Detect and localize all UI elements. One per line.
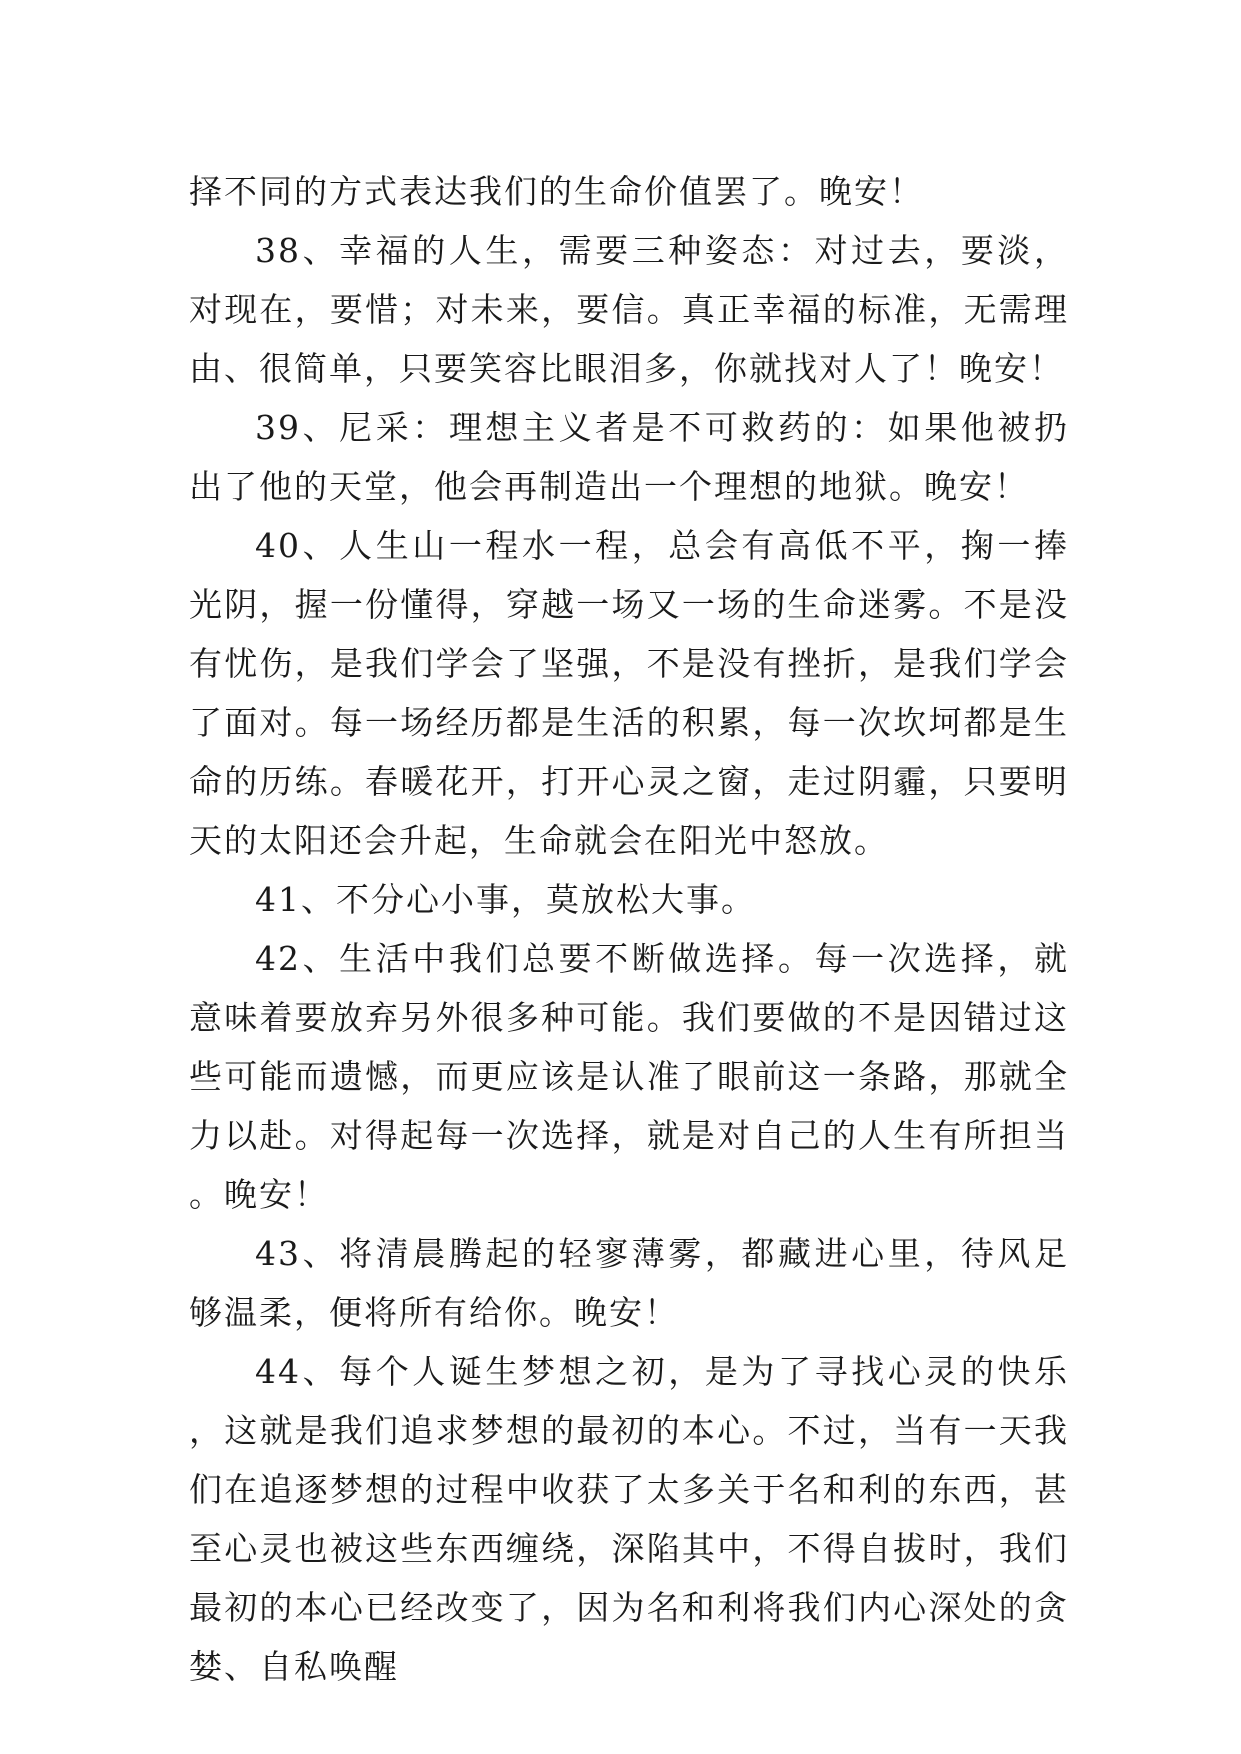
paragraph-39: 39、尼采：理想主义者是不可救药的：如果他被扔出了他的天堂，他会再制造出一个理想的地狱。晚安！	[189, 408, 1069, 506]
paragraph-44: 44、每个人诞生梦想之初，是为了寻找心灵的快乐，这就是我们追求梦想的最初的本心。不过，当有一天我们在追逐梦想的过程中收获了太多关于名和利的东西，甚至心灵也被这些东西缠绕，深陷其中，不得自拔时，我们最初的本心已经改变了，因为名和利将我们内心深处的贪婪、自私唤醒	[189, 1352, 1069, 1686]
body-text	[189, 162, 1069, 1696]
paragraph-40: 40、人生山一程水一程，总会有高低不平，掬一捧光阴，握一份懂得，穿越一场又一场的生命迷雾。不是没有忧伤，是我们学会了坚强，不是没有挫折，是我们学会了面对。每一场经历都是生活的积累，每一次坎坷都是生命的历练。春暖花开，打开心灵之窗，走过阴霾，只要明天的太阳还会升起，生命就会在阳光中怒放。	[189, 526, 1069, 860]
paragraph-43: 43、将清晨腾起的轻寥薄雾，都藏进心里，待风足够温柔，便将所有给你。晚安！	[189, 1234, 1069, 1332]
paragraph-38: 38、幸福的人生，需要三种姿态：对过去，要淡，对现在，要惜；对未来，要信。真正幸福的标准，无需理由、很简单，只要笑容比眼泪多，你就找对人了！晚安！	[189, 231, 1069, 388]
paragraph-continuation: 择不同的方式表达我们的生命价值罢了。晚安！	[189, 172, 924, 211]
paragraph-42: 42、生活中我们总要不断做选择。每一次选择，就意味着要放弃另外很多种可能。我们要做的不是因错过这些可能而遗憾，而更应该是认准了眼前这一条路，那就全力以赴。对得起每一次选择，就是对自己的人生有所担当。晚安！	[189, 939, 1069, 1214]
paragraph-41: 41、不分心小事，莫放松大事。	[255, 880, 756, 919]
